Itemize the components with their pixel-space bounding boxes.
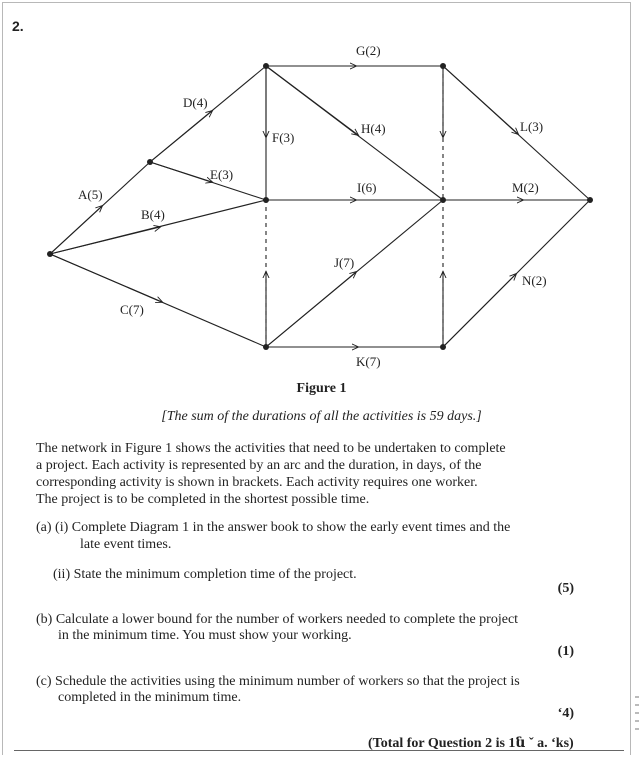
edge-label-a: A(5) [78, 187, 103, 202]
edge-c-arrow [50, 254, 162, 302]
edge-a-arrow [50, 206, 102, 254]
part-b-line1: (b) Calculate a lower bound for the number of workers needed to complete the project [36, 612, 519, 627]
total-marks: (Total for Question 2 is 1ն ˇ ﻿a. ‘ks) [368, 736, 574, 751]
node [440, 197, 446, 203]
edge-label-e: E(3) [210, 167, 234, 182]
node [263, 344, 269, 350]
node [440, 344, 446, 350]
part-a-marks: (5) [557, 581, 574, 596]
part-a-ii: (ii) State the minimum completion time of the project. [53, 567, 357, 582]
edge-label-g: G(2) [356, 43, 381, 58]
figure-title: Figure 1 [296, 381, 347, 396]
edge-label-b: B(4) [141, 207, 165, 222]
edge-label-i: I(6) [357, 180, 377, 195]
intro-line: The network in Figure 1 shows the activities that need to be undertaken to complete [36, 441, 506, 456]
figure-note-text: [The sum of the durations of all the activities is 59 days.] [161, 409, 482, 424]
node-start [47, 251, 53, 257]
edge-label-n: N(2) [522, 273, 547, 288]
edge-l-arrow [443, 66, 518, 134]
edge-d-arrow [150, 111, 212, 162]
edge-e-arrow [150, 162, 212, 182]
edge-label-m: M(2) [512, 180, 539, 195]
part-c-line2: completed in the minimum time. [58, 690, 242, 705]
edge-label-h: H(4) [361, 121, 386, 136]
edge-label-c: C(7) [120, 302, 144, 317]
part-c-line1: (c) Schedule the activities using the minimum number of workers so that the project is [36, 674, 520, 689]
intro-line: The project is to be completed in the shortest possible time. [36, 492, 370, 507]
node [263, 197, 269, 203]
question-number: 2. [12, 18, 24, 34]
node-end [587, 197, 593, 203]
edge-b-arrow [50, 227, 160, 254]
intro-line: a project. Each activity is represented by an arc and the duration, in days, of the [36, 458, 482, 473]
edge-label-j: J(7) [334, 255, 355, 270]
node [440, 63, 446, 69]
part-a-i-line2: late event times. [80, 537, 172, 552]
figure-note [0, 409, 643, 425]
part-b-marks: (1) [557, 644, 574, 659]
edge-j-arrow [266, 272, 356, 347]
edge-label-d: D(4) [183, 95, 208, 110]
edge-label-k: K(7) [356, 354, 381, 369]
part-a-i-line1: (a) (i) Complete Diagram 1 in the answer book to show the early event times and the [36, 520, 511, 535]
node [263, 63, 269, 69]
edge-h-arrow [266, 66, 358, 135]
edge-label-l: L(3) [520, 119, 544, 134]
part-c-marks: ‘4) [557, 706, 574, 721]
bottom-rule [14, 750, 624, 751]
node [147, 159, 153, 165]
part-b-line2: in the minimum time. You must show your working. [58, 628, 352, 643]
intro-paragraph [36, 440, 536, 508]
edge-n-arrow [443, 274, 516, 347]
edge-label-f: F(3) [272, 130, 295, 145]
intro-line: corresponding activity is shown in brackets. Each activity requires one worker. [36, 475, 478, 490]
margin-marks [635, 690, 641, 750]
